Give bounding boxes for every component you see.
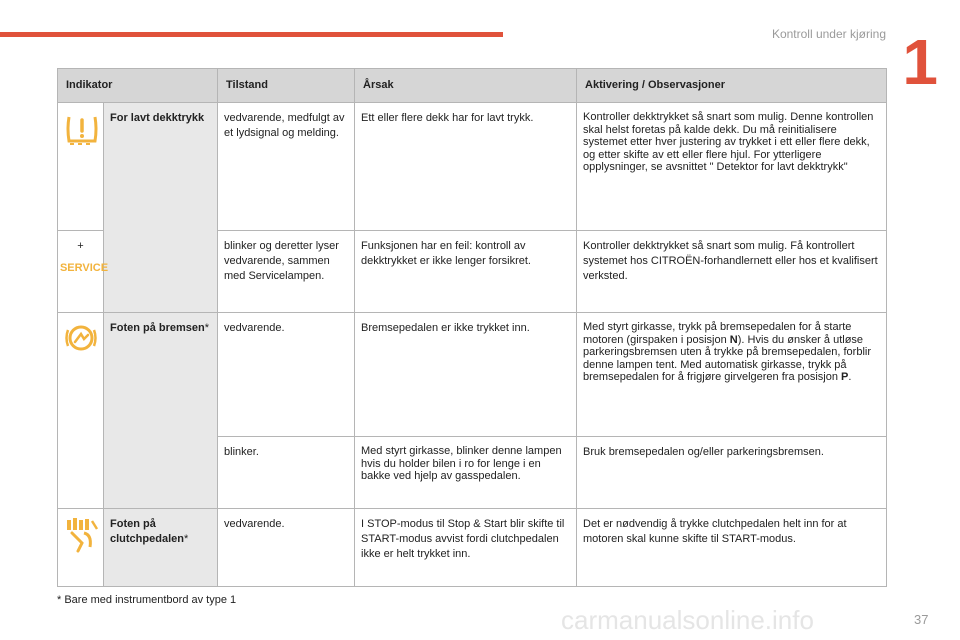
tilstand-cell: vedvarende. <box>218 313 355 437</box>
arsak-cell: Ett eller flere dekk har for lavt trykk. <box>355 103 577 231</box>
tilstand-cell: blinker og deretter lyser vedvarende, sammen med Servicelampen. <box>218 231 355 313</box>
indicator-name <box>104 313 218 509</box>
icon-cell <box>58 231 109 313</box>
page-number: 37 <box>914 612 929 627</box>
indicator-name-text: Foten på clutchpedalen <box>110 518 184 545</box>
indicator-name <box>104 509 218 587</box>
aktivering-text: Med styrt girkasse, trykk på bremsepedalen for å starte motoren (girspaken i posisjon <box>583 321 852 346</box>
aktivering-cell: Bruk bremsepedalen og/eller parkeringsbremsen. <box>577 437 887 509</box>
foot-on-clutch-icon <box>64 517 97 553</box>
table-row <box>58 103 887 231</box>
footnote-marker: * <box>204 322 210 334</box>
icon-cell <box>58 103 104 231</box>
footnote: * Bare med instrumentbord av type 1 <box>57 594 237 606</box>
aktivering-cell: Kontroller dekktrykket så snart som mulig. Få kontrollert systemet hos CITROËN-forhandlernett eller hos et kvalifisert verksted. <box>577 231 887 313</box>
indicator-name-text: Foten på bremsen <box>110 322 205 334</box>
service-icon-label: SERVICE <box>59 262 109 274</box>
accent-bar <box>0 32 503 37</box>
arsak-cell: Bremsepedalen er ikke trykket inn. <box>355 313 577 437</box>
service-icon <box>59 258 109 274</box>
aktivering-text: ). Hvis du ønsker å utløse parkeringsbremsen uten å trykke på bremsepedalen, forblir denne lampen tent. Med automatisk girkasse, trykk på bremsepedalen for å frigjøre girvelgeren fra posisjon <box>583 333 871 383</box>
tilstand-cell: blinker. <box>218 437 355 509</box>
table-header-row <box>58 69 887 103</box>
indicator-name: For lavt dekktrykk <box>104 103 218 313</box>
chapter-number: 1 <box>902 26 938 98</box>
icon-cell <box>58 313 104 509</box>
column-header-tilstand: Tilstand <box>218 69 355 103</box>
arsak-cell: I STOP-modus til Stop & Start blir skifte til START-modus avvist fordi clutchpedalen ikke er helt trykket inn. <box>355 509 577 587</box>
arsak-cell: Funksjonen har en feil: kontroll av dekktrykket er ikke lenger forsikret. <box>355 231 577 313</box>
tilstand-cell: vedvarende. <box>218 509 355 587</box>
tyre-pressure-warning-icon <box>64 111 97 147</box>
footnote-marker: * <box>183 533 189 545</box>
aktivering-cell: Det er nødvendig å trykke clutchpedalen helt inn for at motoren skal kunne skifte til START-modus. <box>577 509 887 587</box>
aktivering-text: . <box>848 371 852 383</box>
icon-cell <box>58 509 104 587</box>
gear-position-p: P <box>841 371 849 383</box>
plus-sign: + <box>77 240 84 252</box>
gear-position-n: N <box>729 333 738 346</box>
table-row <box>58 509 887 587</box>
aktivering-cell: Kontroller dekktrykket så snart som mulig. Denne kontrollen skal helst foretas på kalde dekk. Du må reinitialisere systemet etter hver justering av trykket i ett eller flere dekk, og etter skifte av ett eller flere hjul. For ytterligere opplysninger, se avsnittet " Detektor for lavt dekktrykk" <box>577 103 887 231</box>
section-title: Kontroll under kjøring <box>771 27 886 41</box>
watermark: carmanualsonline.info <box>561 605 814 635</box>
arsak-cell: Med styrt girkasse, blinker denne lampen hvis du holder bilen i ro for lenge i en bakke ved hjelp av gasspedalen. <box>355 437 577 509</box>
foot-on-brake-icon <box>64 321 97 355</box>
table-row <box>58 313 887 437</box>
column-header-arsak: Årsak <box>355 69 577 103</box>
column-header-aktivering: Aktivering / Observasjoner <box>577 69 887 103</box>
tilstand-cell: vedvarende, medfulgt av et lydsignal og melding. <box>218 103 355 231</box>
column-header-indikator: Indikator <box>58 69 218 103</box>
aktivering-cell <box>577 313 887 437</box>
indicator-table <box>57 68 887 587</box>
